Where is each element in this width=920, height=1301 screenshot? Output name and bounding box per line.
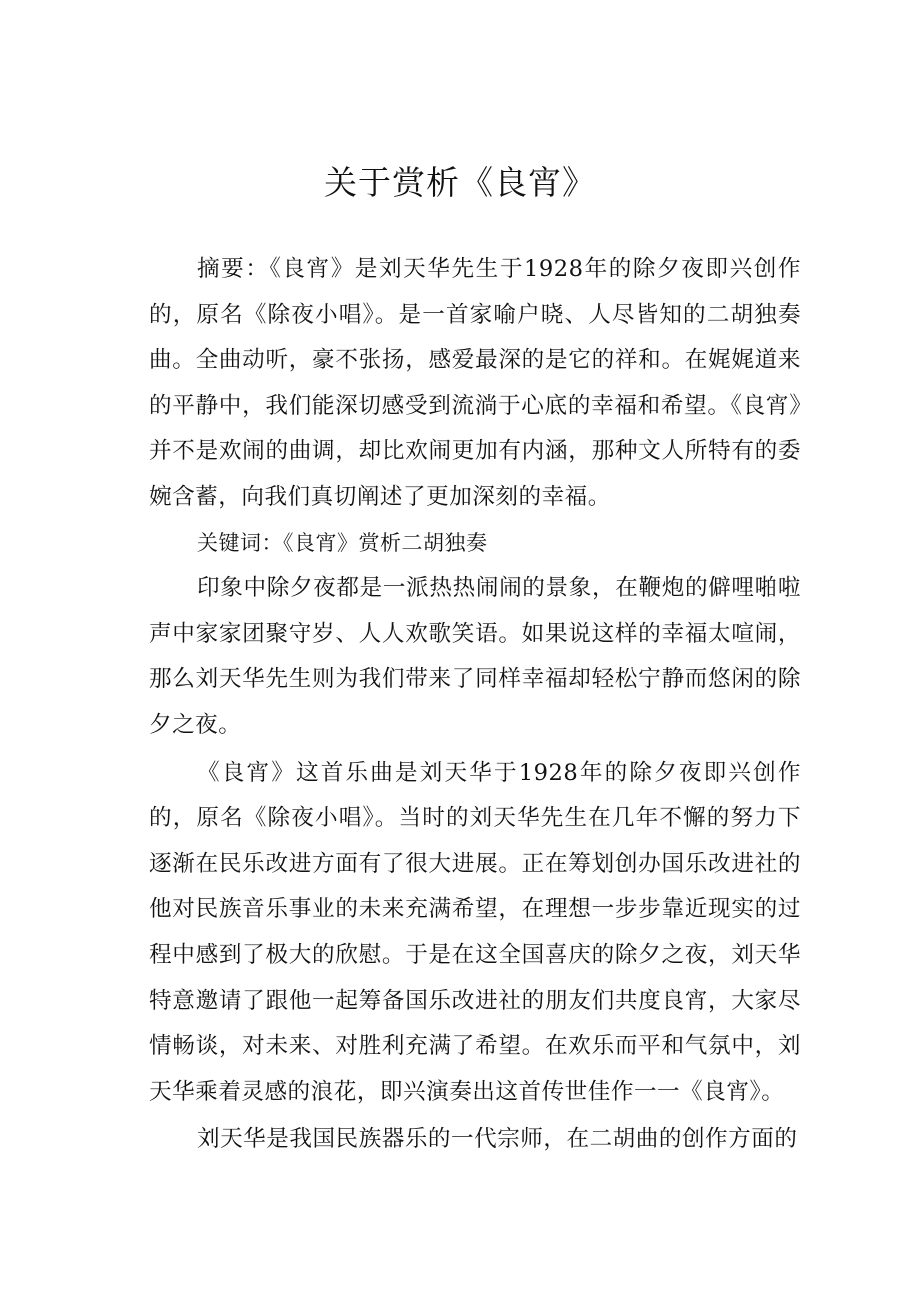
body-paragraph-3: 刘天华是我国民族器乐的一代宗师，在二胡曲的创作方面的: [197, 1126, 798, 1153]
body-paragraph-2: 《良宵》这首乐曲是刘天华于1928年的除夕夜即兴创作的，原名《除夜小唱》。当时的刘天华先生在几年不懈的努力下逐渐在民乐改进方面有了很大进展。正在筹划创办国乐改进社的他对民族音乐事业的未来充满希望，在理想一步步靠近现实的过程中感到了极大的欣慰。于是在这全国喜庆的除夕之夜，刘天华特意邀请了跟他一起筹备国乐改进社的朋友们共度良宵，大家尽情畅谈，对未来、对胜利充满了希望。在欢乐而平和气氛中，刘天华乘着灵感的浪花，即兴演奏出这首传世佳作一一《良宵》。: [149, 759, 801, 1105]
document-title: 关于赏析《良宵》: [324, 163, 596, 202]
abstract-paragraph: 摘要：《良宵》是刘天华先生于1928年的除夕夜即兴创作的，原名《除夜小唱》。是一首家喻户晓、人尽皆知的二胡独奏曲。全曲动听，豪不张扬，感爱最深的是它的祥和。在娓娓道来的平静中，我们能深切感受到流淌于心底的幸福和希望。《良宵》并不是欢闹的曲调，却比欢闹更加有内涵，那种文人所特有的委婉含蓄，向我们真切阐述了更加深刻的幸福。: [149, 256, 801, 510]
document-body: [149, 247, 801, 1163]
keywords-line: 关键词：《良宵》赏析二胡独奏: [197, 530, 488, 555]
body-paragraph-1: 印象中除夕夜都是一派热热闹闹的景象，在鞭炮的僻哩啪啦声中家家团聚守岁、人人欢歌笑语。如果说这样的幸福太喧闹，那么刘天华先生则为我们带来了同样幸福却轻松宁静而悠闲的除夕之夜。: [149, 575, 801, 738]
